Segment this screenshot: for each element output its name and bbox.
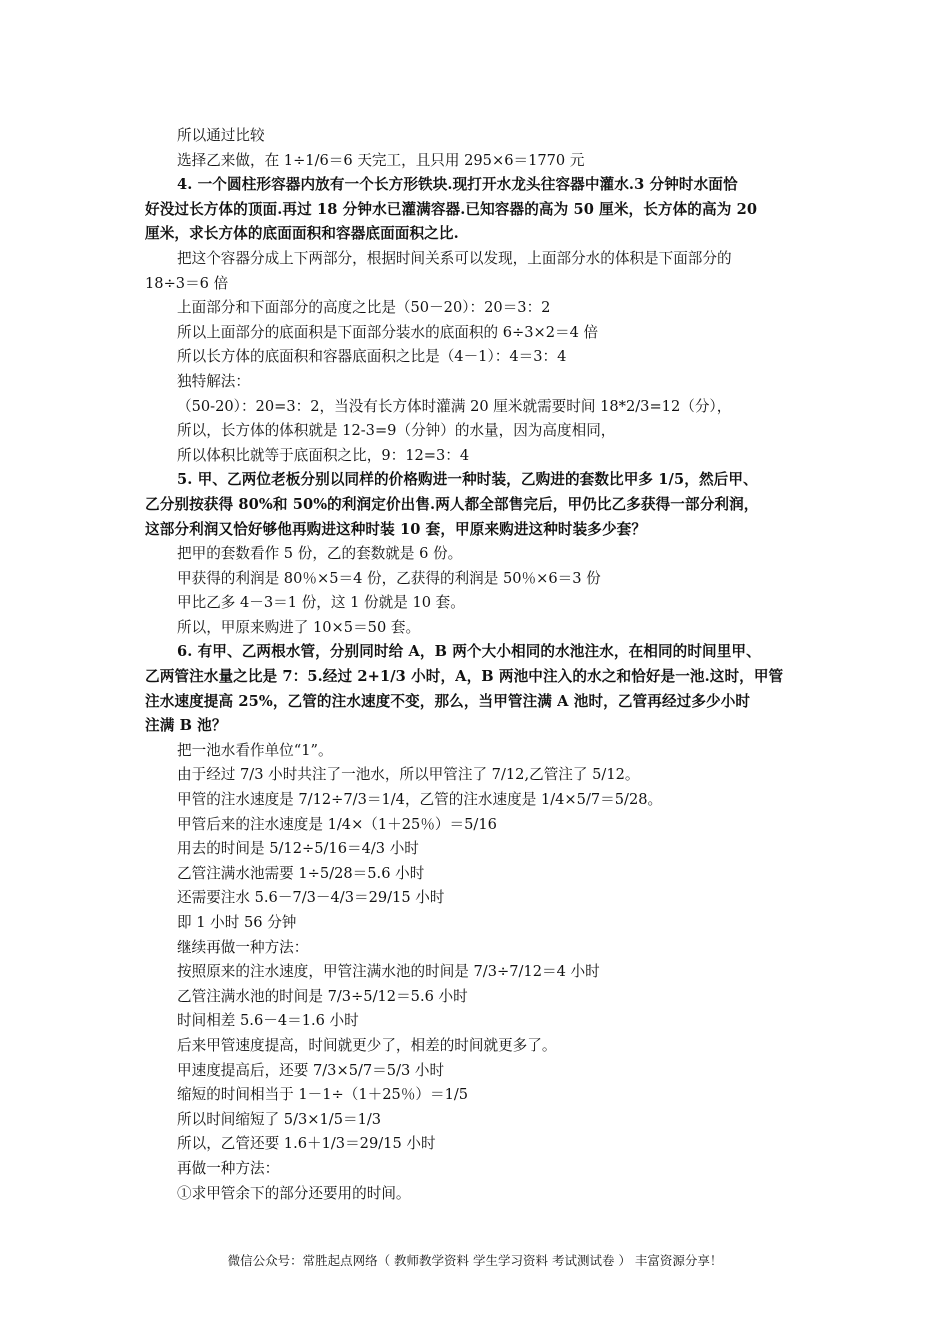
solution-text-line: 由于经过 7/3 小时共注了一池水，所以甲管注了 7/12,乙管注了 5/12。 <box>177 766 640 784</box>
problem-text-line: 注水速度提高 25%，乙管的注水速度不变，那么，当甲管注满 A 池时，乙管再经过多少小时 <box>145 692 751 710</box>
solution-text-line: 再做一种方法： <box>177 1159 280 1177</box>
solution-text-line: 按照原来的注水速度，甲管注满水池的时间是 7/3÷7/12＝4 小时 <box>177 963 600 981</box>
solution-text-line: 18÷3＝6 倍 <box>145 274 229 292</box>
solution-text-line: 所以长方体的底面积和容器底面积之比是（4－1）：4＝3：4 <box>177 348 567 366</box>
solution-text-line: 甲获得的利润是 80％×5＝4 份，乙获得的利润是 50％×6＝3 份 <box>177 569 601 587</box>
solution-text-line: 即 1 小时 56 分钟 <box>177 914 297 931</box>
solution-text-line: 所以，甲原来购进了 10×5＝50 套。 <box>177 618 421 636</box>
solution-text-line: 所以时间缩短了 5/3×1/5＝1/3 <box>177 1110 382 1128</box>
solution-text-line: 上面部分和下面部分的高度之比是（50－20）：20＝3：2 <box>177 299 551 317</box>
solution-text-line: ①求甲管余下的部分还要用的时间。 <box>177 1184 411 1202</box>
solution-text-line: （50-20）：20=3：2，当没有长方体时灌满 20 厘米就需要时间 18*2/3=12（分）， <box>177 397 732 415</box>
problem-text-line: 4. 一个圆柱形容器内放有一个长方形铁块.现打开水龙头往容器中灌水.3 分钟时水面恰 <box>177 176 738 194</box>
solution-text-line: 选择乙来做，在 1÷1/6＝6 天完工，且只用 295×6＝1770 元 <box>177 151 585 169</box>
problem-text-line: 5. 甲、乙两位老板分别以同样的价格购进一种时装，乙购进的套数比甲多 1/5，然后甲、 <box>177 471 758 489</box>
solution-text-line: 所以，乙管还要 1.6＋1/3＝29/15 小时 <box>177 1135 436 1153</box>
solution-text-line: 把这个容器分成上下两部分，根据时间关系可以发现，上面部分水的体积是下面部分的 <box>177 249 732 267</box>
solution-text-line: 用去的时间是 5/12÷5/16＝4/3 小时 <box>177 840 419 858</box>
solution-text-line: 乙管注满水池的时间是 7/3÷5/12＝5.6 小时 <box>177 987 468 1005</box>
problem-text-line: 厘米，求长方体的底面面积和容器底面面积之比. <box>145 225 459 243</box>
solution-text-line: 甲比乙多 4－3＝1 份，这 1 份就是 10 套。 <box>177 594 465 612</box>
problem-text-line: 6. 有甲、乙两根水管，分别同时给 A，B 两个大小相同的水池注水，在相同的时间里甲、 <box>177 643 761 661</box>
solution-text-line: 还需要注水 5.6－7/3－4/3＝29/15 小时 <box>177 889 445 907</box>
solution-text-line: 时间相差 5.6－4＝1.6 小时 <box>177 1012 359 1030</box>
solution-text-line: 所以，长方体的体积就是 12-3=9（分钟）的水量，因为高度相同， <box>177 422 616 440</box>
solution-text-line: 所以通过比较 <box>177 127 265 144</box>
solution-text-line: 乙管注满水池需要 1÷5/28＝5.6 小时 <box>177 864 425 882</box>
solution-text-line: 把甲的套数看作 5 份，乙的套数就是 6 份。 <box>177 545 463 563</box>
problem-text-line: 好没过长方体的顶面.再过 18 分钟水已灌满容器.已知容器的高为 50 厘米，长方体的高为 20 <box>145 200 758 218</box>
solution-text-line: 缩短的时间相当于 1－1÷（1＋25％）＝1/5 <box>177 1086 469 1104</box>
solution-text-line: 独特解法： <box>177 372 250 390</box>
problem-text-line: 这部分利润又恰好够他再购进这种时装 10 套，甲原来购进这种时装多少套？ <box>145 520 647 538</box>
solution-text-line: 甲管后来的注水速度是 1/4×（1＋25％）＝5/16 <box>177 815 497 833</box>
document-body <box>145 124 817 1206</box>
solution-text-line: 所以体积比就等于底面积之比，9：12=3：4 <box>177 446 470 464</box>
solution-text-line: 甲速度提高后，还要 7/3×5/7＝5/3 小时 <box>177 1061 445 1079</box>
solution-text-line: 所以上面部分的底面积是下面部分装水的底面积的 6÷3×2＝4 倍 <box>177 323 599 341</box>
problem-text-line: 乙分别按获得 80%和 50%的利润定价出售.两人都全部售完后，甲仍比乙多获得一部分利润， <box>145 495 759 513</box>
problem-text-line: 乙两管注水量之比是 7：5.经过 2+1/3 小时，A，B 两池中注入的水之和恰好是一池.这时，甲管 <box>145 668 784 686</box>
solution-text-line: 后来甲管速度提高，时间就更少了，相差的时间就更多了。 <box>177 1036 557 1054</box>
solution-text-line: 继续再做一种方法： <box>177 938 309 956</box>
problem-text-line: 注满 B 池？ <box>145 717 227 735</box>
solution-text-line: 把一池水看作单位“1”。 <box>177 741 333 759</box>
page-footer: 微信公众号：常胜起点网络（ 教师教学资料 学生学习资料 考试测试卷 ） 丰富资源分享！ <box>227 1253 723 1268</box>
solution-text-line: 甲管的注水速度是 7/12÷7/3＝1/4，乙管的注水速度是 1/4×5/7＝5/28。 <box>177 791 663 809</box>
